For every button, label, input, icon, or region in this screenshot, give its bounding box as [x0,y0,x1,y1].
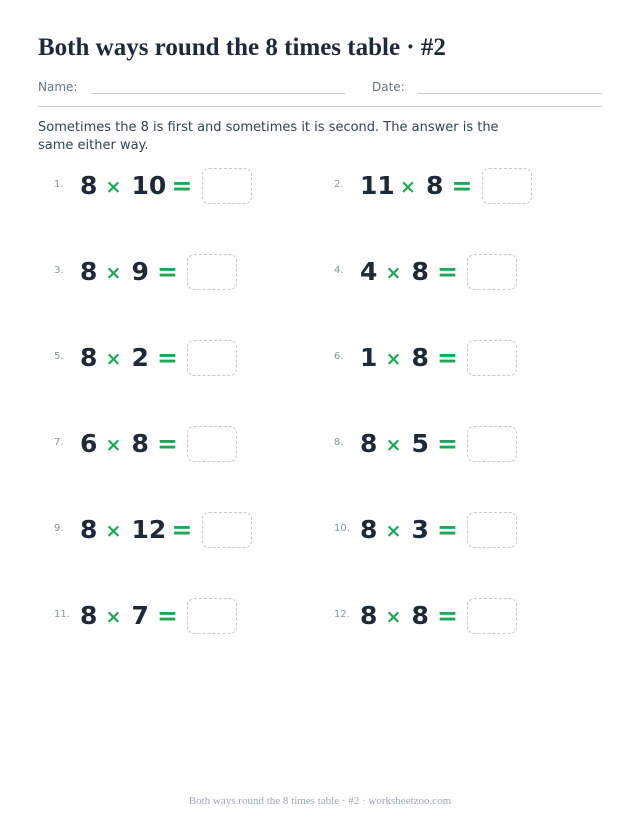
times-sign: × [105,434,122,456]
first-factor: 8 [360,429,378,458]
problem-number: 9. [54,523,64,534]
answer-box[interactable] [187,254,237,290]
problem-number: 5. [54,351,64,362]
first-factor: 6 [80,429,98,458]
answer-box[interactable] [467,254,517,290]
problem-number: 3. [54,265,64,276]
equals-sign: = [437,257,458,286]
second-factor: 3 [411,515,429,544]
answer-box[interactable] [467,512,517,548]
equals-sign: = [437,343,458,372]
problem-number: 1. [54,179,64,190]
answer-box[interactable] [187,598,237,634]
equals-sign: = [437,429,458,458]
equals-sign: = [437,515,458,544]
date-field[interactable] [418,93,602,94]
times-sign: × [105,520,122,542]
first-factor: 8 [80,257,98,286]
second-factor: 9 [131,257,149,286]
first-factor: 11 [360,171,395,200]
answer-box[interactable] [467,598,517,634]
times-sign: × [385,348,402,370]
second-factor: 8 [131,429,149,458]
second-factor: 7 [131,601,149,630]
header-divider [38,106,602,107]
problem-number: 11. [54,609,70,620]
second-factor: 10 [131,171,167,200]
problem-number: 6. [334,351,344,362]
first-factor: 1 [360,343,378,372]
answer-box[interactable] [482,168,532,204]
second-factor: 8 [411,257,429,286]
problem-number: 12. [334,609,350,620]
equals-sign: = [157,257,178,286]
problem-number: 7. [54,437,64,448]
answer-box[interactable] [187,426,237,462]
second-factor: 8 [411,343,429,372]
second-factor: 2 [131,343,149,372]
problem-number: 4. [334,265,344,276]
times-sign: × [105,176,122,198]
page-title: Both ways round the 8 times table · #2 [38,34,446,61]
second-factor: 8 [411,601,429,630]
second-factor: 5 [411,429,429,458]
first-factor: 8 [80,601,98,630]
times-sign: × [400,176,416,198]
first-factor: 4 [360,257,378,286]
equals-sign: = [157,343,178,372]
problem-number: 2. [334,179,344,190]
equals-sign: = [171,515,193,544]
problem-number: 10. [334,523,350,534]
first-factor: 8 [80,515,98,544]
equals-sign: = [157,601,178,630]
times-sign: × [105,606,122,628]
answer-box[interactable] [187,340,237,376]
answer-box[interactable] [467,340,517,376]
equals-sign: = [451,171,473,200]
times-sign: × [385,606,402,628]
name-field[interactable] [92,93,345,94]
answer-box[interactable] [467,426,517,462]
times-sign: × [385,262,402,284]
times-sign: × [105,262,122,284]
equals-sign: = [437,601,458,630]
first-factor: 8 [360,601,378,630]
problem-number: 8. [334,437,344,448]
times-sign: × [385,434,402,456]
equals-sign: = [171,171,193,200]
second-factor: 12 [131,515,167,544]
date-label: Date: [372,80,405,94]
second-factor: 8 [426,171,444,200]
answer-box[interactable] [202,168,252,204]
first-factor: 8 [360,515,378,544]
name-label: Name: [38,80,78,94]
first-factor: 8 [80,343,98,372]
answer-box[interactable] [202,512,252,548]
equals-sign: = [157,429,178,458]
footer: Both ways round the 8 times table · #2 · worksheetzoo.com [188,795,452,807]
instructions: Sometimes the 8 is first and sometimes it is second. The answer is the same either way. [38,120,499,153]
first-factor: 8 [80,171,98,200]
times-sign: × [105,348,122,370]
times-sign: × [385,520,402,542]
